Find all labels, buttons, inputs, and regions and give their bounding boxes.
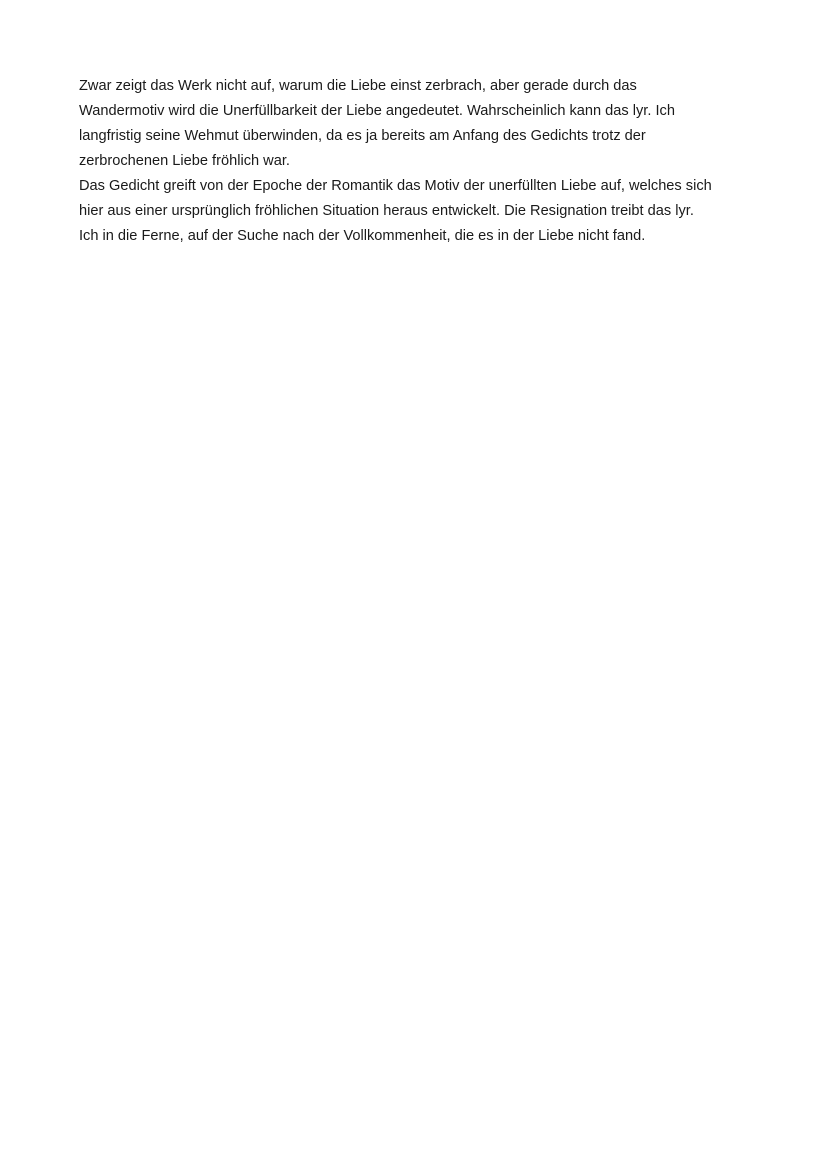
text-line: Das Gedicht greift von der Epoche der Romantik das Motiv der unerfüllten Liebe auf, welches sich [79,178,712,194]
text-line: Ich in die Ferne, auf der Suche nach der Vollkommenheit, die es in der Liebe nicht fand. [79,228,646,244]
text-line: zerbrochenen Liebe fröhlich war. [79,153,290,169]
text-line: Zwar zeigt das Werk nicht auf, warum die Liebe einst zerbrach, aber gerade durch das [79,78,637,94]
text-line: hier aus einer ursprünglich fröhlichen Situation heraus entwickelt. Die Resignation treibt das lyr. [79,203,694,219]
text-line: Wandermotiv wird die Unerfüllbarkeit der Liebe angedeutet. Wahrscheinlich kann das lyr. Ich [79,103,675,119]
document-body [79,74,759,249]
paragraph-conclusion [79,74,759,174]
paragraph-epoch [79,174,759,249]
text-line: langfristig seine Wehmut überwinden, da es ja bereits am Anfang des Gedichts trotz der [79,128,646,144]
